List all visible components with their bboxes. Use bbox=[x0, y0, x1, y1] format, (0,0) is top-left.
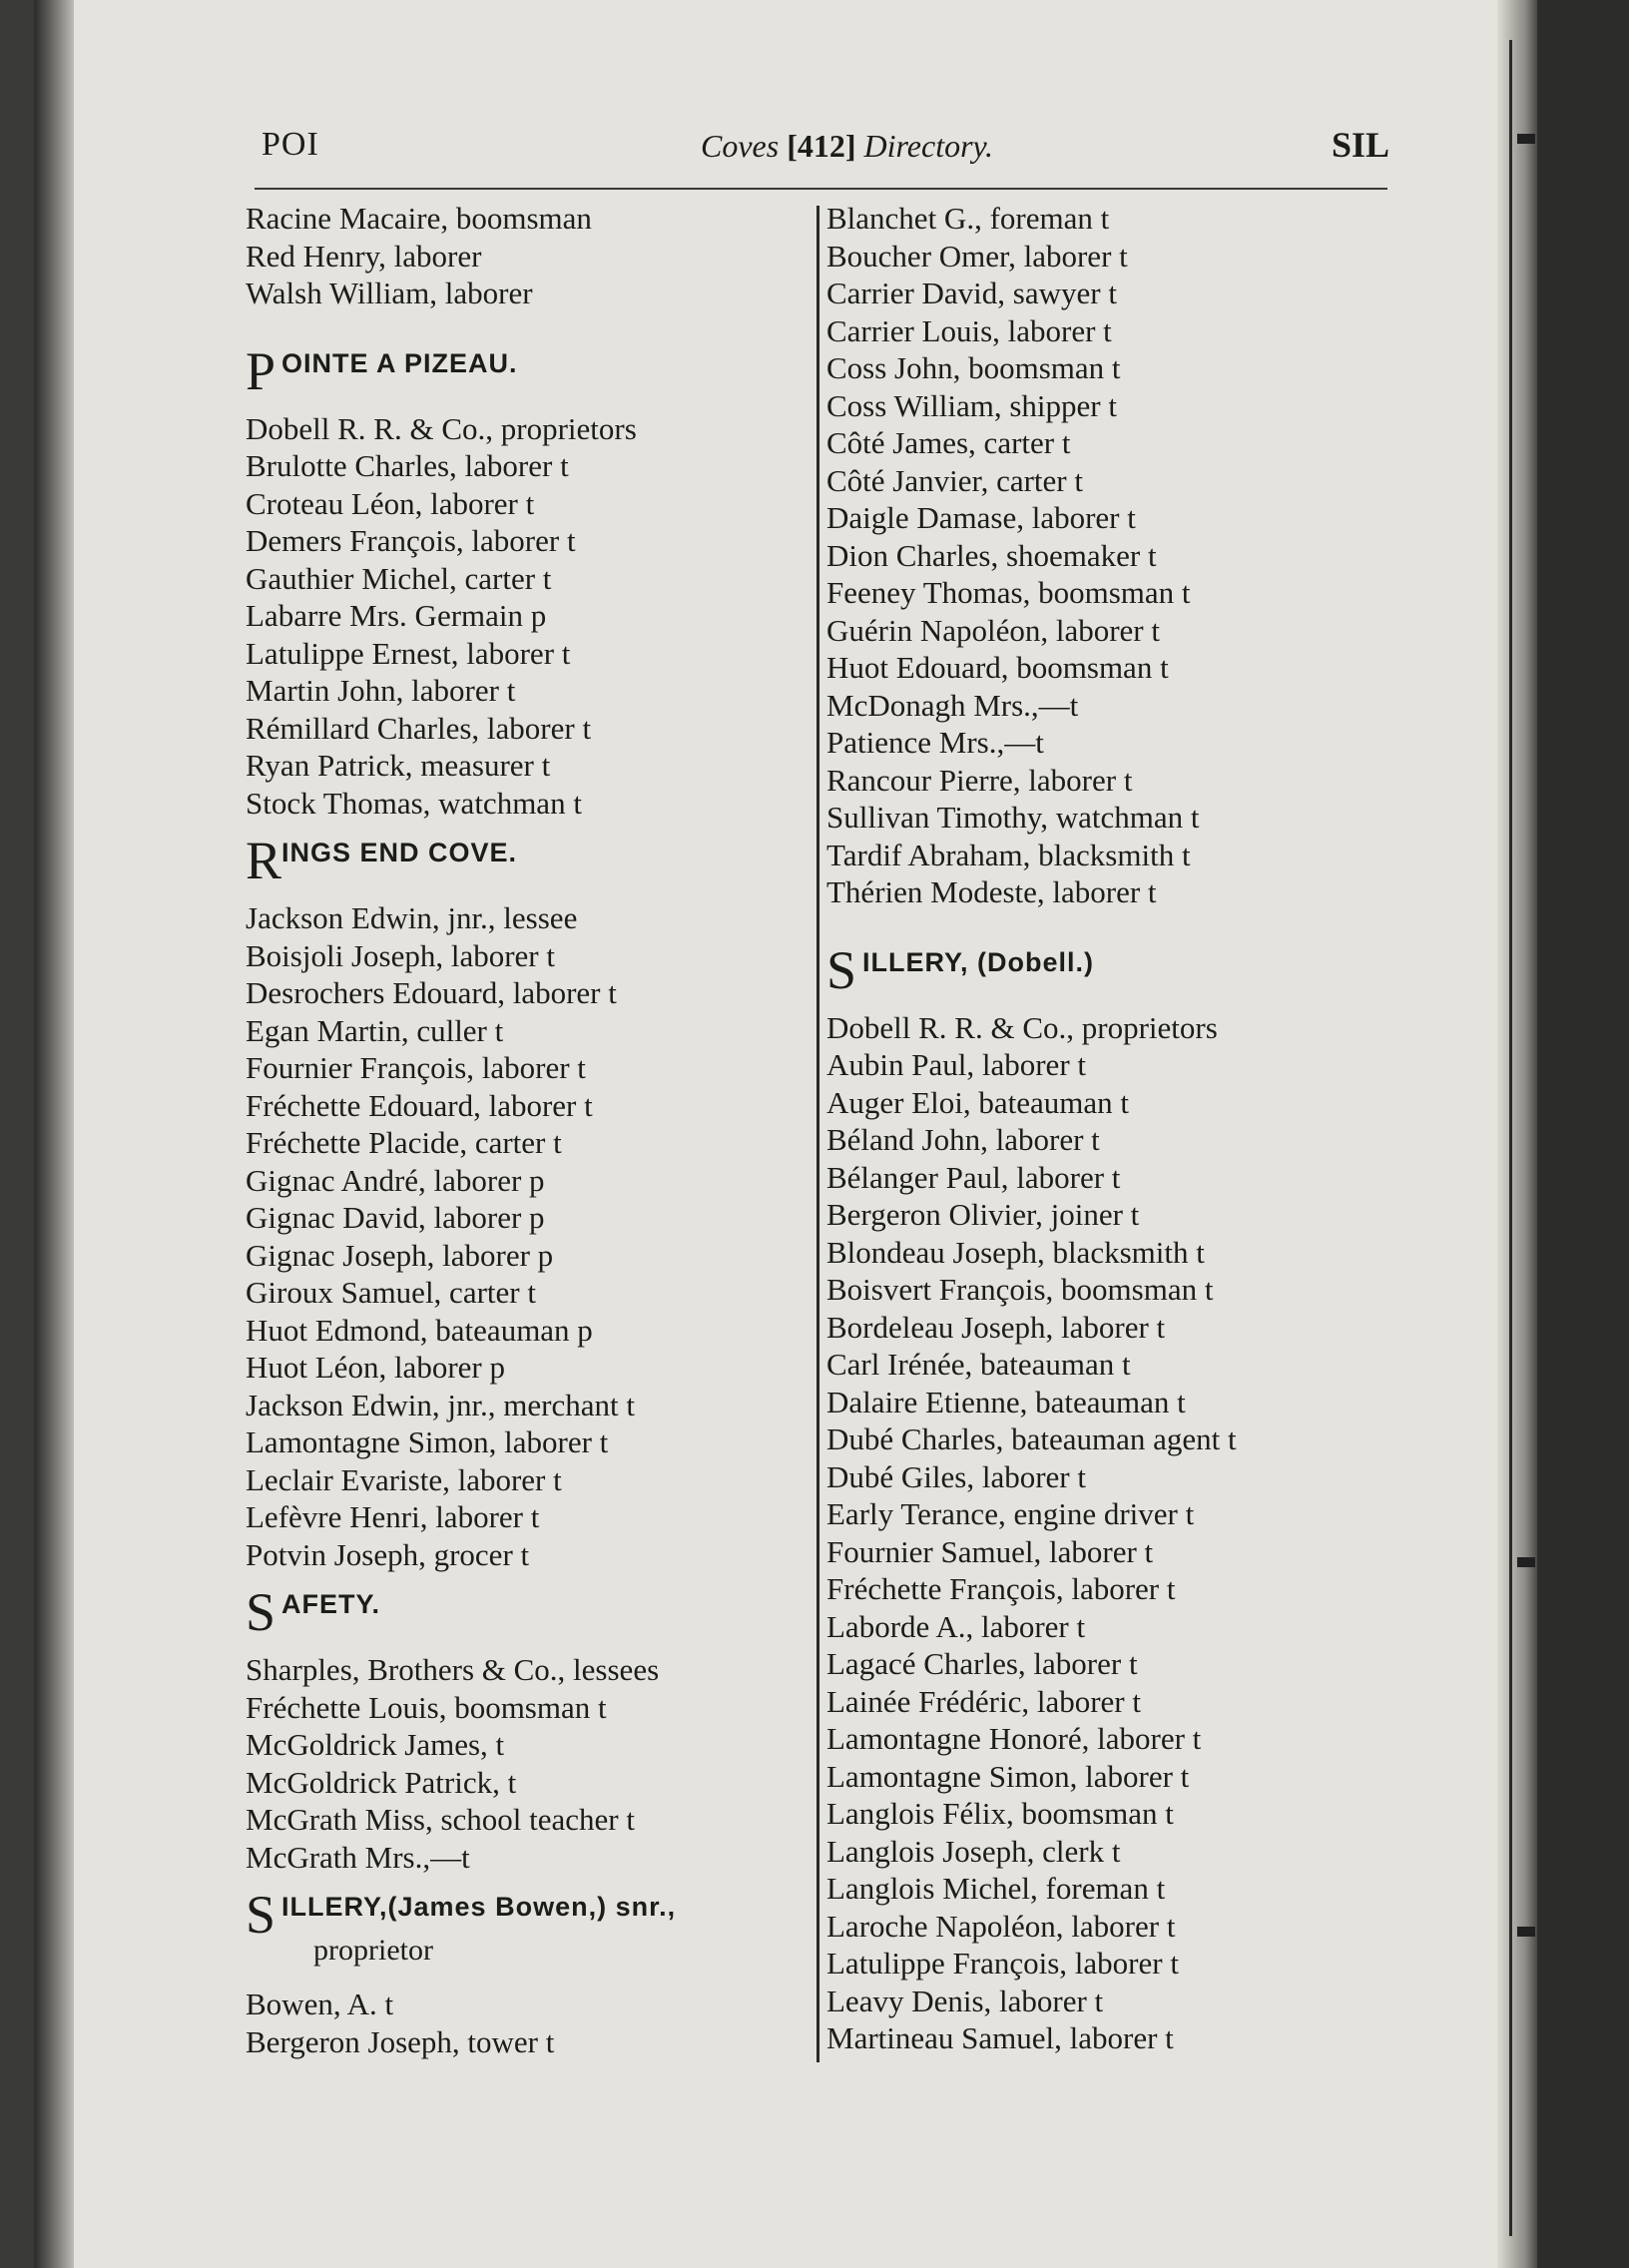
directory-entry: Latulippe Ernest, laborer t bbox=[246, 635, 571, 671]
directory-entry: Langlois Félix, boomsman t bbox=[826, 1796, 1174, 1831]
directory-entry: Langlois Michel, foreman t bbox=[826, 1871, 1166, 1906]
directory-entry: Laborde A., laborer t bbox=[826, 1608, 1086, 1644]
directory-entry: Boisjoli Joseph, laborer t bbox=[246, 937, 555, 973]
entry-list bbox=[246, 899, 805, 1573]
directory-entry: Jackson Edwin, jnr., merchant t bbox=[246, 1387, 635, 1422]
directory-entry: Rémillard Charles, laborer t bbox=[246, 710, 592, 746]
directory-entry: Rancour Pierre, laborer t bbox=[826, 762, 1133, 798]
directory-entry: Auger Eloi, bateauman t bbox=[826, 1084, 1130, 1120]
directory-entry: Boisvert François, boomsman t bbox=[826, 1272, 1214, 1307]
directory-entry: Labarre Mrs. Germain p bbox=[246, 598, 547, 633]
directory-entry: Gignac André, laborer p bbox=[246, 1162, 545, 1198]
section-heading bbox=[826, 931, 1405, 1009]
directory-entry: McDonagh Mrs.,—t bbox=[826, 687, 1079, 723]
directory-entry: Gignac David, laborer p bbox=[246, 1200, 545, 1235]
heading-initial: P bbox=[246, 340, 276, 401]
directory-entry: Walsh William, laborer bbox=[246, 276, 533, 310]
directory-entry: McGoldrick Patrick, t bbox=[246, 1764, 517, 1800]
directory-entry: McGoldrick James, t bbox=[246, 1727, 505, 1762]
directory-entry: Gauthier Michel, carter t bbox=[246, 560, 552, 596]
directory-entry: Thérien Modeste, laborer t bbox=[826, 874, 1157, 909]
directory-entry: Carl Irénée, bateauman t bbox=[826, 1347, 1131, 1382]
directory-entry: Fréchette François, laborer t bbox=[826, 1571, 1176, 1606]
directory-entry: Côté James, carter t bbox=[826, 425, 1071, 460]
directory-entry: Lainée Frédéric, laborer t bbox=[826, 1683, 1141, 1719]
entry-list bbox=[246, 200, 805, 312]
page-fold-line bbox=[1509, 40, 1512, 2236]
heading-text: AFETY. bbox=[281, 1589, 381, 1619]
heading-initial: S bbox=[246, 1582, 276, 1642]
entry-list bbox=[826, 200, 1405, 911]
directory-entry: Blanchet G., foreman t bbox=[826, 201, 1110, 236]
heading-text: OINTE A PIZEAU. bbox=[281, 347, 518, 378]
directory-entry: Laroche Napoléon, laborer t bbox=[826, 1908, 1176, 1944]
header-title-pre: Coves bbox=[701, 128, 780, 164]
directory-entry: Latulippe François, laborer t bbox=[826, 1946, 1179, 1981]
directory-entry: Carrier David, sawyer t bbox=[826, 276, 1117, 310]
directory-entry: Early Terance, engine driver t bbox=[826, 1496, 1195, 1531]
directory-entry: Fournier François, laborer t bbox=[246, 1050, 586, 1085]
directory-entry: Croteau Léon, laborer t bbox=[246, 485, 535, 521]
section-heading bbox=[246, 822, 805, 899]
directory-entry: Coss John, boomsman t bbox=[826, 350, 1121, 385]
heading-text: ILLERY, (Dobell.) bbox=[862, 946, 1094, 977]
directory-entry: Lamontagne Honoré, laborer t bbox=[826, 1721, 1202, 1756]
heading-initial: R bbox=[246, 831, 282, 890]
directory-entry: Red Henry, laborer bbox=[246, 238, 482, 274]
directory-entry: Bowen, A. t bbox=[246, 1986, 394, 2021]
directory-entry: Lagacé Charles, laborer t bbox=[826, 1646, 1138, 1681]
directory-entry: Boucher Omer, laborer t bbox=[826, 238, 1128, 274]
directory-entry: Leclair Evariste, laborer t bbox=[246, 1461, 562, 1497]
directory-entry: Aubin Paul, laborer t bbox=[826, 1047, 1087, 1082]
directory-entry: Dion Charles, shoemaker t bbox=[826, 537, 1157, 573]
directory-entry: Dobell R. R. & Co., proprietors bbox=[826, 1009, 1218, 1045]
directory-entry: Lamontagne Simon, laborer t bbox=[826, 1758, 1190, 1794]
directory-entry: Brulotte Charles, laborer t bbox=[246, 448, 569, 483]
section-heading bbox=[246, 332, 805, 410]
entry-list bbox=[246, 1651, 805, 1876]
directory-entry: Bélanger Paul, laborer t bbox=[826, 1159, 1121, 1195]
directory-entry: Lefèvre Henri, laborer t bbox=[246, 1499, 540, 1534]
directory-entry: Dobell R. R. & Co., proprietors bbox=[246, 410, 637, 446]
directory-entry: Huot Edmond, bateauman p bbox=[246, 1312, 593, 1348]
directory-entry: Potvin Joseph, grocer t bbox=[246, 1536, 530, 1572]
directory-entry: Blondeau Joseph, blacksmith t bbox=[826, 1234, 1205, 1270]
column-divider bbox=[816, 206, 819, 2062]
directory-entry: Fréchette Louis, boomsman t bbox=[246, 1689, 607, 1725]
directory-entry: Stock Thomas, watchman t bbox=[246, 785, 582, 821]
margin-mark bbox=[1517, 1557, 1535, 1567]
header-page-number: [412] bbox=[787, 128, 856, 164]
directory-entry: Daigle Damase, laborer t bbox=[826, 500, 1136, 535]
section-heading bbox=[246, 1876, 805, 1985]
directory-entry: McGrath Miss, school teacher t bbox=[246, 1802, 635, 1837]
directory-entry: Demers François, laborer t bbox=[246, 523, 576, 558]
entry-list bbox=[826, 1009, 1405, 2057]
directory-entry: Egan Martin, culler t bbox=[246, 1012, 504, 1048]
directory-entry: Dubé Charles, bateauman agent t bbox=[826, 1421, 1237, 1456]
directory-entry: Langlois Joseph, clerk t bbox=[826, 1833, 1121, 1869]
right-column bbox=[826, 200, 1405, 2057]
header-title-post: Directory. bbox=[863, 128, 993, 164]
left-column bbox=[246, 200, 805, 2060]
directory-entry: Lamontagne Simon, laborer t bbox=[246, 1424, 609, 1459]
directory-entry: Gignac Joseph, laborer p bbox=[246, 1237, 554, 1273]
margin-mark bbox=[1517, 134, 1535, 144]
header-title bbox=[701, 128, 993, 165]
directory-entry: McGrath Mrs.,—t bbox=[246, 1839, 470, 1875]
directory-entry: Giroux Samuel, carter t bbox=[246, 1275, 536, 1310]
heading-initial: S bbox=[826, 939, 857, 1000]
directory-entry: Côté Janvier, carter t bbox=[826, 462, 1083, 498]
directory-entry: Sharples, Brothers & Co., lessees bbox=[246, 1652, 660, 1687]
directory-entry: Martineau Samuel, laborer t bbox=[826, 2020, 1174, 2055]
entry-list bbox=[246, 410, 805, 823]
header-left-guide: POI bbox=[262, 126, 319, 163]
entry-list bbox=[246, 1985, 805, 2060]
directory-entry: Huot Léon, laborer p bbox=[246, 1350, 505, 1385]
directory-entry: Bordeleau Joseph, laborer t bbox=[826, 1309, 1166, 1345]
directory-entry: Sullivan Timothy, watchman t bbox=[826, 800, 1200, 835]
directory-entry: Patience Mrs.,—t bbox=[826, 725, 1044, 760]
directory-entry: Huot Edouard, boomsman t bbox=[826, 650, 1169, 685]
heading-text: INGS END COVE. bbox=[281, 838, 518, 867]
directory-entry: Guérin Napoléon, laborer t bbox=[826, 612, 1160, 648]
header-rule bbox=[255, 188, 1387, 190]
directory-entry: Fournier Samuel, laborer t bbox=[826, 1533, 1154, 1569]
directory-entry: Racine Macaire, boomsman bbox=[246, 201, 592, 236]
heading-subtext: proprietor bbox=[313, 1934, 433, 1967]
directory-entry: Feeney Thomas, boomsman t bbox=[826, 575, 1191, 610]
heading-initial: S bbox=[246, 1885, 276, 1945]
directory-entry: Coss William, shipper t bbox=[826, 387, 1117, 423]
directory-entry: Fréchette Edouard, laborer t bbox=[246, 1087, 593, 1123]
header-right-guide: SIL bbox=[1331, 125, 1389, 165]
directory-entry: Dubé Giles, laborer t bbox=[826, 1458, 1086, 1494]
directory-entry: Bergeron Olivier, joiner t bbox=[826, 1197, 1140, 1232]
directory-entry: Desrochers Edouard, laborer t bbox=[246, 975, 617, 1010]
directory-entry: Bergeron Joseph, tower t bbox=[246, 2023, 555, 2059]
directory-entry: Jackson Edwin, jnr., lessee bbox=[246, 900, 578, 935]
directory-entry: Fréchette Placide, carter t bbox=[246, 1125, 562, 1160]
directory-entry: Dalaire Etienne, bateauman t bbox=[826, 1384, 1186, 1419]
directory-entry: Béland John, laborer t bbox=[826, 1122, 1100, 1157]
heading-text: ILLERY,(James Bowen,) snr., bbox=[281, 1892, 677, 1922]
directory-entry: Leavy Denis, laborer t bbox=[826, 1983, 1104, 2018]
directory-entry: Martin John, laborer t bbox=[246, 673, 516, 708]
page-header bbox=[262, 120, 1389, 180]
directory-entry: Tardif Abraham, blacksmith t bbox=[826, 837, 1191, 872]
section-heading bbox=[246, 1573, 805, 1651]
directory-entry: Ryan Patrick, measurer t bbox=[246, 748, 551, 783]
facing-page-edge bbox=[1537, 0, 1629, 2268]
directory-entry: Carrier Louis, laborer t bbox=[826, 312, 1112, 348]
margin-mark bbox=[1517, 1927, 1535, 1937]
binding-shadow bbox=[34, 0, 74, 2268]
